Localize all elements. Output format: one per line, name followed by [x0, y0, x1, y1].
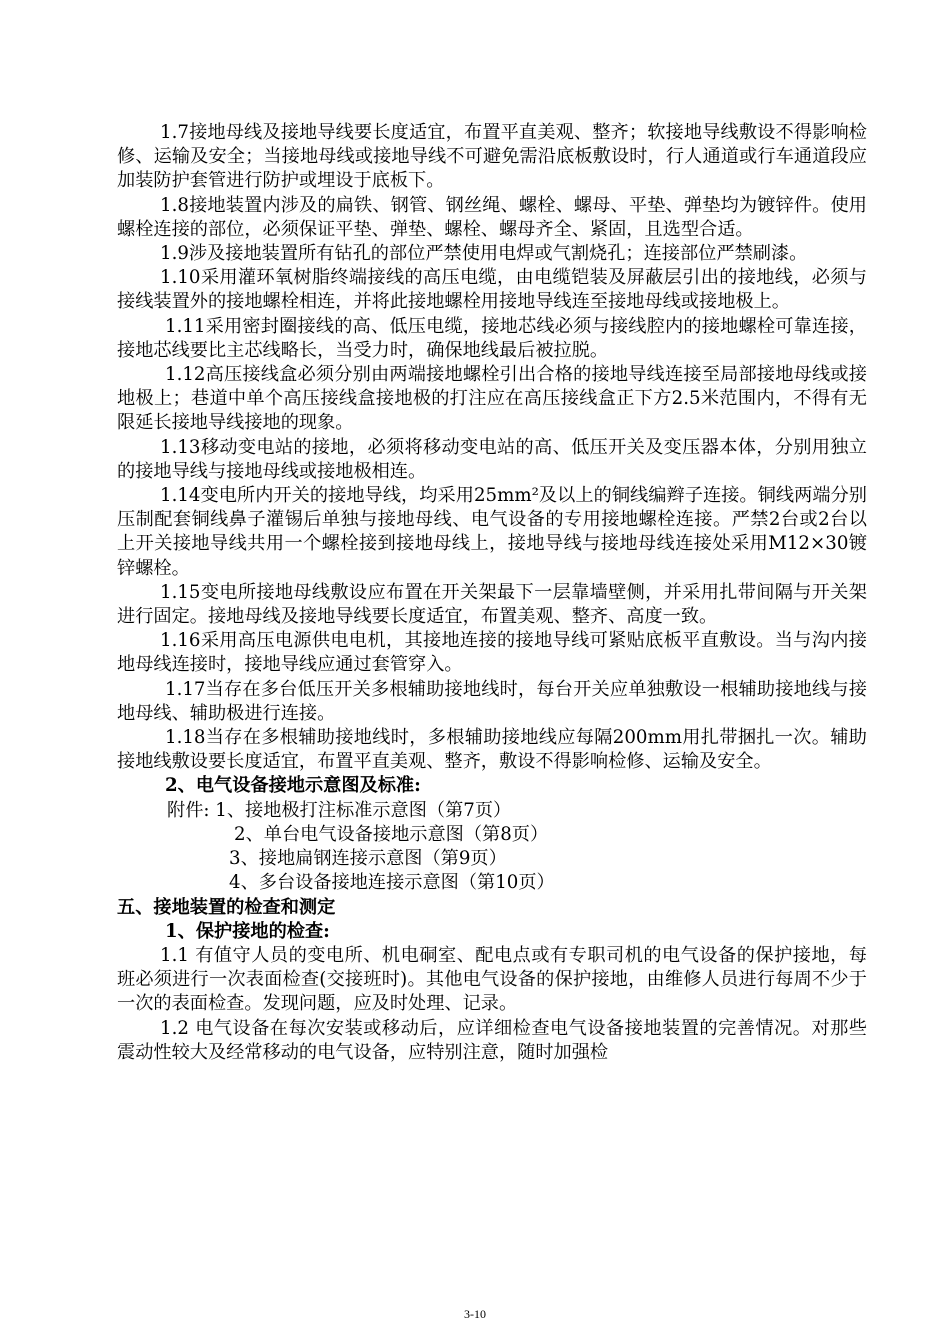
clause-1-18: 1.18当存在多根辅助接地线时，多根辅助接地线应每隔200mm用扎带捆扎一次。辅助接地线敷设要长度适宜，布置平直美观、整齐，敷设不得影响检修、运输及安全。 [117, 727, 867, 773]
clause-1-16: 1.16采用高压电源供电电机，其接地连接的接地导线可紧贴底板平直敷设。当与沟内接地母线连接时，接地导线应通过套管穿入。 [117, 630, 867, 676]
clause-1-17: 1.17当存在多台低压开关多根辅助接地线时，每台开关应单独敷设一根辅助接地线与接地母线、辅助极进行连接。 [117, 678, 867, 724]
page-number: 3-10 [464, 1307, 486, 1321]
clause-1-2: 1.2 电气设备在每次安装或移动后，应详细检查电气设备接地装置的完善情况。对那些震动性较大及经常移动的电气设备，应特别注意，随时加强检 [117, 1017, 867, 1063]
attachment-item: 附件: 1、接地极打注标准示意图（第7页） [167, 799, 512, 821]
section-5-heading: 五、接地装置的检查和测定 [117, 896, 336, 918]
clause-1-12: 1.12高压接线盒必须分别由两端接地螺栓引出合格的接地导线连接至局部接地母线或接地极上；巷道中单个高压接线盒接地极的打注应在高压接线盒正下方2.5米范围内，不得有无限延长接地导线接地的现象。 [117, 364, 867, 434]
attachment-item: 3、接地扁钢连接示意图（第9页） [229, 848, 507, 870]
document-body [117, 121, 867, 1065]
clause-1-7: 1.7接地母线及接地导线要长度适宜，布置平直美观、整齐；软接地导线敷设不得影响检修、运输及安全；当接地母线或接地导线不可避免需沿底板敷设时，行人通道或行车通道段应加装防护套管进行防护或埋设于底板下。 [117, 122, 867, 192]
clause-1-8: 1.8接地装置内涉及的扁铁、钢管、钢丝绳、螺栓、螺母、平垫、弹垫均为镀锌件。使用螺栓连接的部位，必须保证平垫、弹垫、螺栓、螺母齐全、紧固，且选型合适。 [117, 194, 867, 240]
clause-1-9: 1.9涉及接地装置所有钻孔的部位严禁使用电焊或气割烧孔；连接部位严禁刷漆。 [160, 243, 808, 265]
section-2-heading: 2、电气设备接地示意图及标准: [165, 775, 421, 797]
clause-1-14: 1.14变电所内开关的接地导线，均采用25mm²及以上的铜线编辫子连接。铜线两端分别压制配套铜线鼻子灌锡后单独与接地母线、电气设备的专用接地螺栓连接。严禁2台或2台以上开关接地导线共用一个螺栓接到接地母线上，接地导线与接地母线连接处采用M12×30镀锌螺栓。 [117, 485, 867, 579]
clause-1-10: 1.10采用灌环氧树脂终端接线的高压电缆，由电缆铠装及屏蔽层引出的接地线，必须与接线装置外的接地螺栓相连，并将此接地螺栓用接地导线连至接地母线或接地极上。 [117, 267, 867, 313]
attachment-item: 2、单台电气设备接地示意图（第8页） [234, 823, 549, 845]
subsection-1-heading: 1、保护接地的检查: [165, 920, 330, 942]
clause-1-13: 1.13移动变电站的接地，必须将移动变电站的高、低压开关及变压器本体，分别用独立的接地导线与接地母线或接地极相连。 [117, 436, 867, 482]
clause-1-1: 1.1 有值守人员的变电所、机电硐室、配电点或有专职司机的电气设备的保护接地，每班必须进行一次表面检查(交接班时)。其他电气设备的保护接地，由维修人员进行每周不少于一次的表面检查。发现问题，应及时处理、记录。 [117, 944, 867, 1015]
attachment-item: 4、多台设备接地连接示意图（第10页） [229, 872, 555, 894]
clause-1-15: 1.15变电所接地母线敷设应布置在开关架最下一层靠墙壁侧，并采用扎带间隔与开关架进行固定。接地母线及接地导线要长度适宜，布置美观、整齐、高度一致。 [117, 581, 867, 628]
clause-1-11: 1.11采用密封圈接线的高、低压电缆，接地芯线必须与接线腔内的接地螺栓可靠连接，接地芯线要比主芯线略长，当受力时，确保地线最后被拉脱。 [117, 315, 867, 361]
